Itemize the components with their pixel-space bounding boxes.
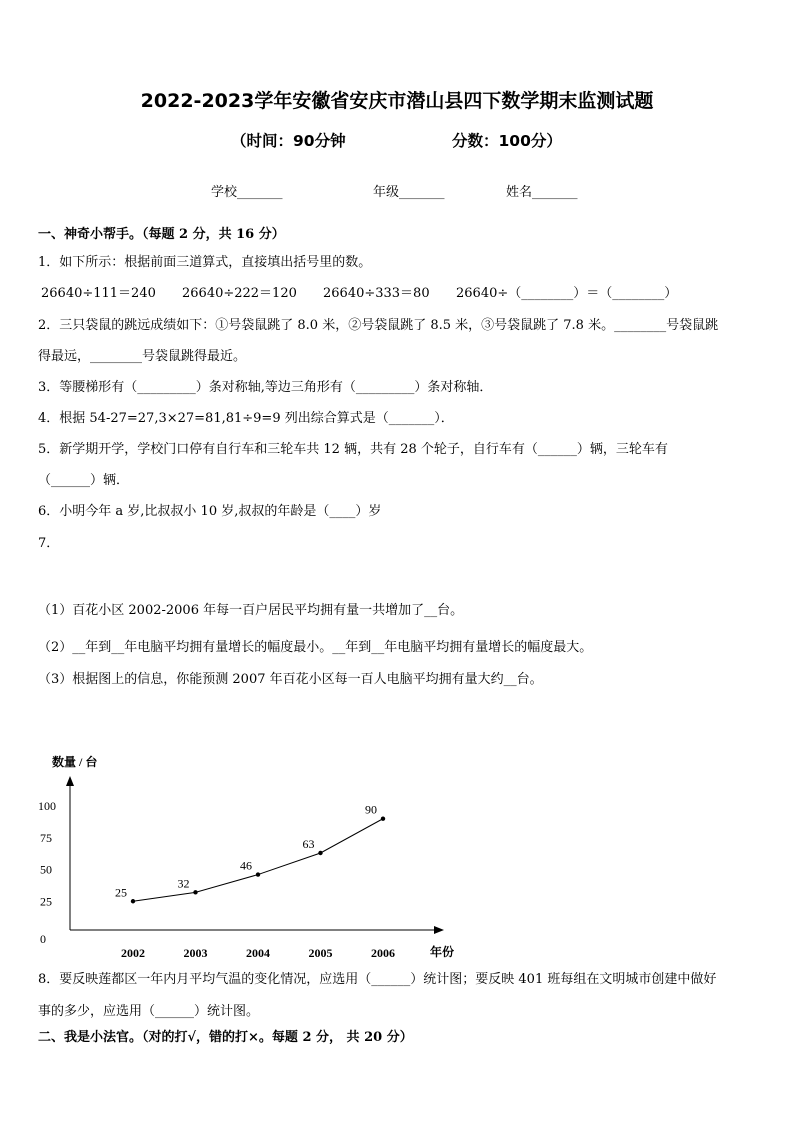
question-3: 3．等腰梯形有（_________）条对称轴,等边三角形有（_________）条对称轴． [38, 380, 493, 395]
question-1: 1．如下所示：根据前面三道算式，直接填出括号里的数。 [38, 255, 372, 270]
data-label: 25 [115, 885, 127, 900]
data-point [131, 899, 135, 903]
y-axis-title: 数量 / 台 [52, 755, 98, 769]
question-8-line-2: 事的多少，应选用（______）统计图。 [38, 1004, 260, 1019]
page-title: 2022-2023学年安徽省安庆市潜山县四下数学期末监测试题 [140, 90, 654, 112]
question-7-part-1: （1）百花小区 2002-2006 年每一百户居民平均拥有量一共增加了__台。 [38, 603, 464, 618]
data-label: 63 [302, 836, 315, 851]
question-5-line-1: 5．新学期开学，学校门口停有自行车和三轮车共 12 辆，共有 28 个轮子，自行车有（______）辆，三轮车有 [38, 442, 668, 457]
data-point [381, 817, 385, 821]
exam-time: （时间：90分钟 [231, 132, 346, 150]
exam-score: 分数：100分） [452, 132, 562, 150]
question-6: 6．小明今年 a 岁,比叔叔小 10 岁,叔叔的年龄是（____）岁 [38, 504, 382, 519]
question-7-part-2: （2）__年到__年电脑平均拥有量增长的幅度最小。__年到__年电脑平均拥有量增长的幅度最大。 [38, 640, 593, 655]
y-axis-arrow [66, 776, 74, 786]
data-point [193, 890, 197, 894]
y-tick-label: 75 [40, 830, 52, 845]
question-4: 4．根据 54-27=27,3×27=81,81÷9=9 列出综合算式是（_______）． [38, 411, 454, 426]
section-2-heading: 二、我是小法官。（对的打√，错的打×。每题 2 分， 共 20 分） [38, 1030, 413, 1045]
data-point [318, 851, 322, 855]
section-1-heading: 一、神奇小帮手。（每题 2 分，共 16 分） [38, 227, 285, 242]
data-label: 32 [177, 876, 190, 891]
name-field[interactable]: 姓名_______ [506, 185, 578, 200]
question-7-part-3: （3）根据图上的信息，你能预测 2007 年百花小区每一百人电脑平均拥有量大约__台。 [38, 672, 543, 687]
x-axis-title: 年份 [430, 945, 455, 959]
x-tick-label: 2005 [308, 946, 333, 960]
question-1-equation-3: 26640÷333＝80 [323, 286, 430, 301]
data-label: 90 [365, 802, 377, 817]
question-2-line-1: 2．三只袋鼠的跳远成绩如下：①号袋鼠跳了 8.0 米，②号袋鼠跳了 8.5 米，③号袋鼠跳了 7.8 米。________号袋鼠跳 [38, 318, 719, 333]
y-tick-label: 0 [40, 932, 46, 946]
grade-field[interactable]: 年级_______ [373, 185, 445, 200]
question-8-line-1: 8．要反映莲都区一年内月平均气温的变化情况，应选用（______）统计图；要反映 401 班每组在文明城市创建中做好 [38, 972, 717, 987]
question-1-equation-2: 26640÷222＝120 [182, 286, 297, 301]
question-1-equation-4[interactable]: 26640÷（________）＝（________） [456, 286, 678, 301]
data-point [256, 872, 260, 876]
x-tick-label: 2002 [121, 946, 145, 960]
question-2-line-2: 得最远，________号袋鼠跳得最近。 [38, 349, 247, 364]
y-tick-label: 100 [38, 799, 56, 813]
y-tick-label: 25 [40, 894, 52, 909]
x-tick-label: 2003 [183, 946, 208, 960]
series-line [133, 819, 383, 902]
x-tick-label: 2006 [371, 946, 395, 960]
computer-ownership-line-chart [0, 740, 794, 965]
data-label: 46 [240, 858, 252, 873]
question-5-line-2: （______）辆． [38, 473, 130, 488]
school-field[interactable]: 学校_______ [211, 185, 283, 200]
question-1-equation-1: 26640÷111＝240 [41, 286, 156, 301]
x-tick-label: 2004 [246, 946, 270, 960]
question-7: 7． [38, 536, 60, 551]
x-axis-arrow [434, 926, 444, 934]
y-tick-label: 50 [40, 862, 52, 877]
